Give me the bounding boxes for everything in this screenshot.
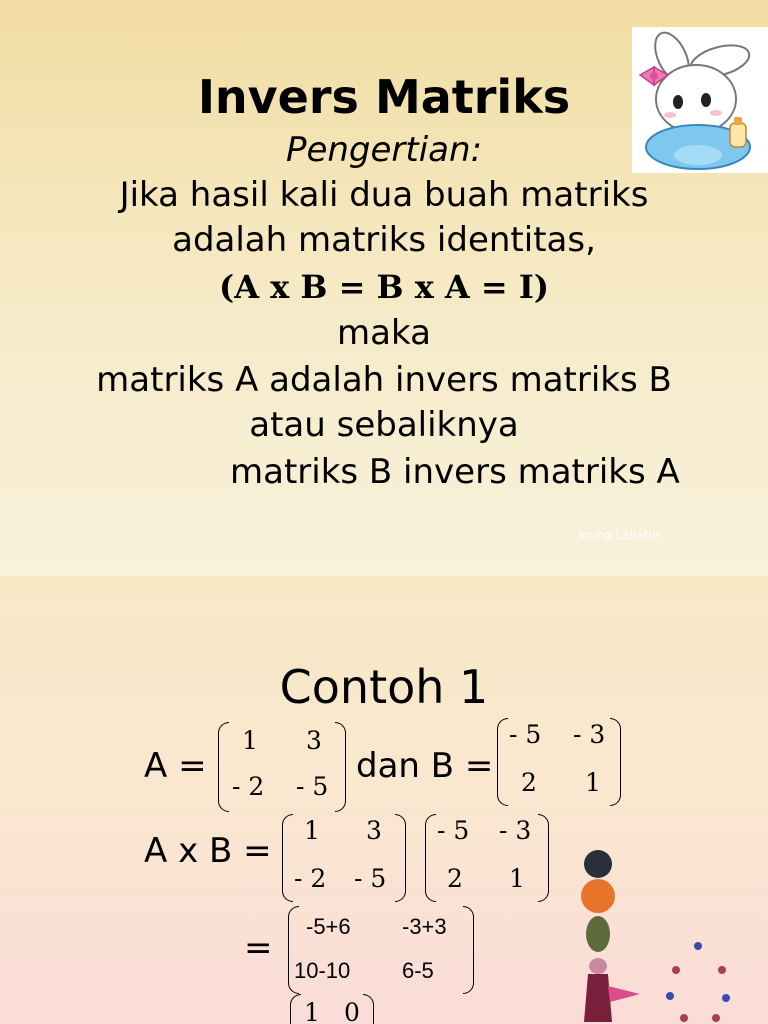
matrix-cell: 1 <box>304 816 320 845</box>
matrix-cell: 1 <box>242 726 258 755</box>
definition-line-6: atau sebaliknya <box>249 405 519 445</box>
slide-title: Invers Matriks <box>197 70 571 124</box>
matrix-right-bracket <box>363 994 374 1024</box>
slide-2 <box>0 576 768 1024</box>
matrix-cell: - 5 <box>354 864 387 893</box>
matrix-cell: -3+3 <box>402 914 447 939</box>
definition-line-2: adalah matriks identitas, <box>172 220 596 260</box>
matrix-a-right-bracket <box>335 722 346 812</box>
author-watermark: Inung Lailatin <box>578 528 660 542</box>
matrix-a <box>218 722 346 810</box>
matrix-cell: 0 <box>344 998 360 1024</box>
matrix-cell: 2 <box>521 768 537 797</box>
matrix-cell: 1 <box>509 864 525 893</box>
definition-line-1: Jika hasil kali dua buah matriks <box>119 175 649 215</box>
definition-line-7: matriks B invers matriks A <box>230 452 680 492</box>
matrix-cell: - 2 <box>294 864 327 893</box>
matrix-b-right-bracket <box>610 718 621 806</box>
matrix-b <box>497 718 621 804</box>
matrix-right-bracket <box>395 814 406 902</box>
matrix-right-bracket <box>538 814 549 902</box>
matrix-cell: - 3 <box>499 816 532 845</box>
matrix-left-bracket <box>425 814 436 902</box>
subtitle: Pengertian: <box>285 130 483 170</box>
matrix-a-left-bracket <box>218 722 229 812</box>
definition-formula: (A x B = B x A = I) <box>219 268 549 306</box>
matrix-right-bracket <box>463 906 474 994</box>
matrix-a-product <box>282 814 406 900</box>
matrix-cell: - 5 <box>437 816 470 845</box>
matrix-left-bracket <box>290 994 301 1024</box>
matrix-cell: 10-10 <box>294 958 351 983</box>
matrix-cell: 6-5 <box>402 958 434 983</box>
label-a: A = <box>144 746 207 786</box>
matrix-sum <box>288 906 474 992</box>
label-a-x-b: A x B = <box>144 831 272 871</box>
example-title: Contoh 1 <box>279 660 489 714</box>
matrix-cell: -5+6 <box>306 914 351 939</box>
matrix-identity <box>290 994 374 1024</box>
definition-line-4: maka <box>337 313 431 353</box>
matrix-cell: 1 <box>585 768 601 797</box>
matrix-left-bracket <box>282 814 293 902</box>
matrix-cell: - 2 <box>232 772 265 801</box>
matrix-cell: - 5 <box>296 772 329 801</box>
balancing-figure-icon <box>560 846 768 1024</box>
matrix-cell: 3 <box>366 816 382 845</box>
bunny-with-bottle-icon <box>632 27 768 173</box>
matrix-cell: 1 <box>304 998 320 1024</box>
matrix-cell: - 3 <box>573 720 606 749</box>
label-equals: = <box>244 928 273 968</box>
matrix-cell: - 5 <box>509 720 542 749</box>
matrix-b-left-bracket <box>497 718 508 806</box>
matrix-cell: 2 <box>447 864 463 893</box>
label-dan-b: dan B = <box>356 746 494 786</box>
definition-line-5: matriks A adalah invers matriks B <box>96 360 672 400</box>
matrix-b-product <box>425 814 549 900</box>
matrix-cell: 3 <box>306 726 322 755</box>
